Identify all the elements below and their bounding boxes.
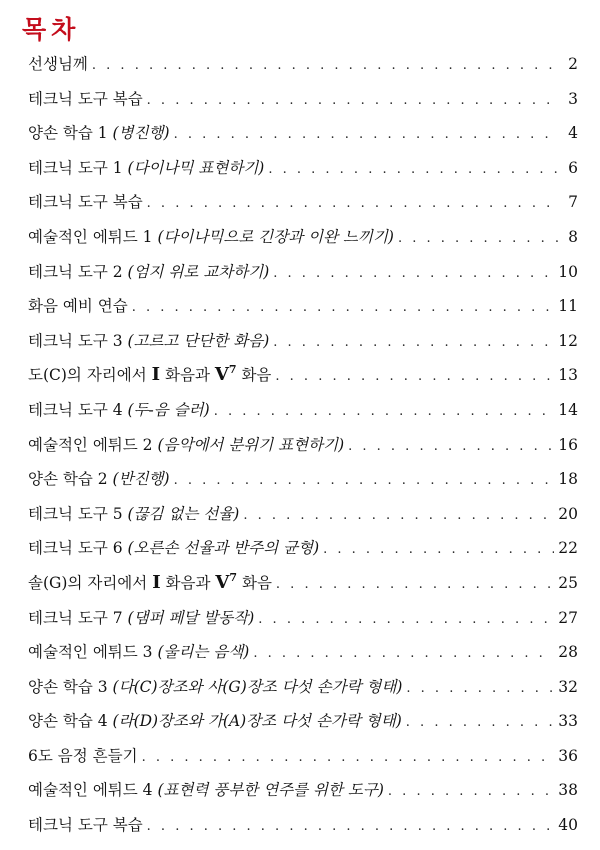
- toc-entry[interactable]: [28, 52, 578, 87]
- dot-leader: [214, 404, 555, 419]
- toc-entry[interactable]: [28, 606, 578, 641]
- chord-superscript: 7: [229, 570, 238, 584]
- toc-entry-title: [28, 433, 344, 455]
- dot-leader: [273, 335, 554, 350]
- dot-leader: [243, 508, 554, 523]
- toc-entry-text: 화음: [241, 366, 272, 385]
- toc-entry-text: 양손 학습 1: [28, 124, 108, 143]
- toc-entry-title: [28, 640, 249, 662]
- dot-leader: [92, 58, 558, 73]
- page-number: 20: [558, 504, 578, 523]
- chord-superscript: 7: [228, 363, 237, 377]
- toc-entry[interactable]: [28, 813, 578, 848]
- dot-leader: [276, 577, 554, 592]
- dot-leader: [142, 750, 555, 765]
- toc-entry-subtitle: (다이나믹으로 긴장과 이완 느끼기): [157, 227, 394, 246]
- toc-entry[interactable]: [28, 433, 578, 468]
- toc-entry-title: [28, 156, 264, 178]
- page-number: 2: [568, 55, 578, 73]
- toc-entry-subtitle: (반진행): [112, 470, 170, 489]
- toc-entry[interactable]: [28, 571, 578, 606]
- page-number: 7: [568, 193, 578, 212]
- toc-entry-subtitle: (엄지 위로 교차하기): [127, 262, 270, 281]
- page-number: 16: [558, 435, 578, 454]
- toc-entry[interactable]: [28, 87, 578, 122]
- dot-leader: [273, 266, 554, 281]
- toc-entry-title: [28, 87, 143, 109]
- dot-leader: [253, 646, 554, 661]
- toc-entry-text: 예술적인 에튀드 1: [28, 227, 153, 246]
- dot-leader: [348, 439, 554, 454]
- dot-leader: [323, 542, 554, 557]
- toc-entry[interactable]: [28, 294, 578, 329]
- toc-entry-title: [28, 813, 143, 835]
- toc-entry[interactable]: [28, 398, 578, 433]
- toc-entry-subtitle: (라(D)장조와 가(A)장조 다섯 손가락 형태): [112, 712, 402, 731]
- toc-entry-text: 화음과: [165, 573, 211, 592]
- toc-entry-text: 화음: [241, 573, 272, 592]
- page-number: 18: [558, 470, 578, 489]
- toc-entry-subtitle: (고르고 단단한 화음): [127, 331, 270, 350]
- toc-entry-title: [28, 571, 272, 593]
- toc-entry[interactable]: [28, 190, 578, 225]
- page-number: 25: [558, 573, 578, 592]
- page-number: 28: [558, 643, 578, 662]
- page-number: 12: [558, 331, 578, 350]
- dot-leader: [147, 196, 558, 211]
- toc-entry[interactable]: [28, 260, 578, 295]
- dot-leader: [258, 612, 554, 627]
- toc-entry[interactable]: [28, 467, 578, 502]
- toc-entry-subtitle: (다이나믹 표현하기): [127, 158, 265, 177]
- toc-entry-text: 6도 음정 흔들기: [28, 746, 138, 765]
- chord-symbol: I: [151, 364, 161, 386]
- dot-leader: [132, 300, 555, 315]
- toc-entry-text: 예술적인 에튀드 4: [28, 781, 153, 800]
- toc-list: [28, 52, 578, 848]
- page-number: 36: [558, 746, 578, 765]
- toc-entry[interactable]: [28, 640, 578, 675]
- toc-entry[interactable]: [28, 156, 578, 191]
- toc-entry[interactable]: [28, 675, 578, 710]
- toc-entry-text: 테크닉 도구 4: [28, 400, 123, 419]
- toc-entry-title: [28, 675, 402, 697]
- toc-entry-text: 테크닉 도구 5: [28, 504, 123, 523]
- page-number: 40: [558, 816, 578, 835]
- toc-entry-title: [28, 744, 138, 766]
- page-number: 4: [568, 124, 578, 143]
- toc-entry-text: 테크닉 도구 6: [28, 539, 123, 558]
- toc-entry-title: [28, 778, 384, 800]
- page-number: 10: [558, 262, 578, 281]
- toc-entry-subtitle: (병진행): [112, 124, 170, 143]
- toc-entry-subtitle: (음악에서 분위기 표현하기): [157, 435, 345, 454]
- toc-entry-text: 선생님께: [28, 55, 88, 73]
- toc-entry-title: [28, 536, 319, 558]
- toc-entry-subtitle: (끊김 없는 선율): [127, 504, 240, 523]
- toc-entry-text: 예술적인 에튀드 3: [28, 643, 153, 662]
- page-number: 38: [558, 781, 578, 800]
- dot-leader: [275, 369, 554, 384]
- page-number: 27: [558, 608, 578, 627]
- toc-entry-title: [28, 121, 170, 143]
- toc-entry[interactable]: [28, 709, 578, 744]
- toc-entry-title: [28, 52, 88, 74]
- toc-entry[interactable]: [28, 536, 578, 571]
- toc-entry-title: [28, 225, 394, 247]
- toc-entry-title: [28, 260, 269, 282]
- toc-entry[interactable]: [28, 363, 578, 398]
- toc-entry-text: 양손 학습 3: [28, 677, 108, 696]
- toc-entry-text: 양손 학습 2: [28, 470, 108, 489]
- toc-entry-subtitle: (댐퍼 페달 발동작): [127, 608, 255, 627]
- toc-entry-text: 도(C)의 자리에서: [28, 366, 147, 385]
- chord-symbol: V: [215, 571, 230, 593]
- toc-entry-title: [28, 294, 128, 316]
- toc-entry-subtitle: (오른손 선율과 반주의 균형): [127, 539, 320, 558]
- page-number: 8: [568, 227, 578, 246]
- toc-entry-subtitle: (두-음 슬러): [127, 400, 210, 419]
- toc-entry[interactable]: [28, 502, 578, 537]
- dot-leader: [147, 819, 555, 834]
- page-number: 22: [558, 539, 578, 558]
- toc-entry-text: 테크닉 도구 1: [28, 158, 123, 177]
- page-number: 32: [558, 677, 578, 696]
- toc-entry-title: [28, 329, 269, 351]
- page-number: 33: [558, 712, 578, 731]
- toc-entry-text: 예술적인 에튀드 2: [28, 435, 153, 454]
- toc-entry-text: 테크닉 도구 2: [28, 262, 123, 281]
- toc-entry-text: 솔(G)의 자리에서: [28, 573, 148, 592]
- toc-entry-title: [28, 606, 254, 628]
- dot-leader: [406, 715, 554, 730]
- toc-entry-text: 화음과: [165, 366, 210, 385]
- toc-entry-text: 테크닉 도구 복습: [28, 193, 143, 212]
- page-title: 목차: [22, 15, 81, 44]
- page-number: 3: [568, 89, 578, 108]
- toc-entry-text: 화음 예비 연습: [28, 297, 128, 316]
- toc-entry-text: 양손 학습 4: [28, 712, 108, 731]
- toc-entry-title: [28, 363, 271, 385]
- dot-leader: [174, 473, 555, 488]
- dot-leader: [147, 93, 558, 108]
- toc-entry-title: [28, 398, 210, 420]
- page-number: 6: [568, 158, 578, 177]
- toc-entry-text: 테크닉 도구 3: [28, 331, 123, 350]
- chord-symbol: V: [214, 364, 229, 386]
- toc-entry-text: 테크닉 도구 7: [28, 608, 123, 627]
- dot-leader: [406, 681, 554, 696]
- toc-entry[interactable]: [28, 778, 578, 813]
- toc-entry[interactable]: [28, 744, 578, 779]
- toc-entry-title: [28, 709, 402, 731]
- toc-entry-title: [28, 502, 239, 524]
- toc-entry-subtitle: (다(C)장조와 사(G)장조 다섯 손가락 형태): [112, 677, 403, 696]
- dot-leader: [398, 231, 558, 246]
- toc-entry-text: 테크닉 도구 복습: [28, 89, 143, 108]
- dot-leader: [388, 784, 554, 799]
- toc-entry-text: 테크닉 도구 복습: [28, 816, 143, 835]
- page-number: 11: [558, 297, 578, 316]
- page-number: 13: [558, 366, 578, 385]
- page-number: 14: [558, 400, 578, 419]
- chord-symbol: I: [152, 571, 161, 593]
- toc-entry[interactable]: [28, 329, 578, 364]
- toc-entry-subtitle: (울리는 음색): [157, 643, 250, 662]
- toc-entry-title: [28, 467, 170, 489]
- dot-leader: [268, 162, 558, 177]
- toc-entry[interactable]: [28, 225, 578, 260]
- toc-entry-title: [28, 190, 143, 212]
- toc-entry-subtitle: (표현력 풍부한 연주를 위한 도구): [157, 781, 384, 800]
- dot-leader: [174, 127, 558, 142]
- toc-entry[interactable]: [28, 121, 578, 156]
